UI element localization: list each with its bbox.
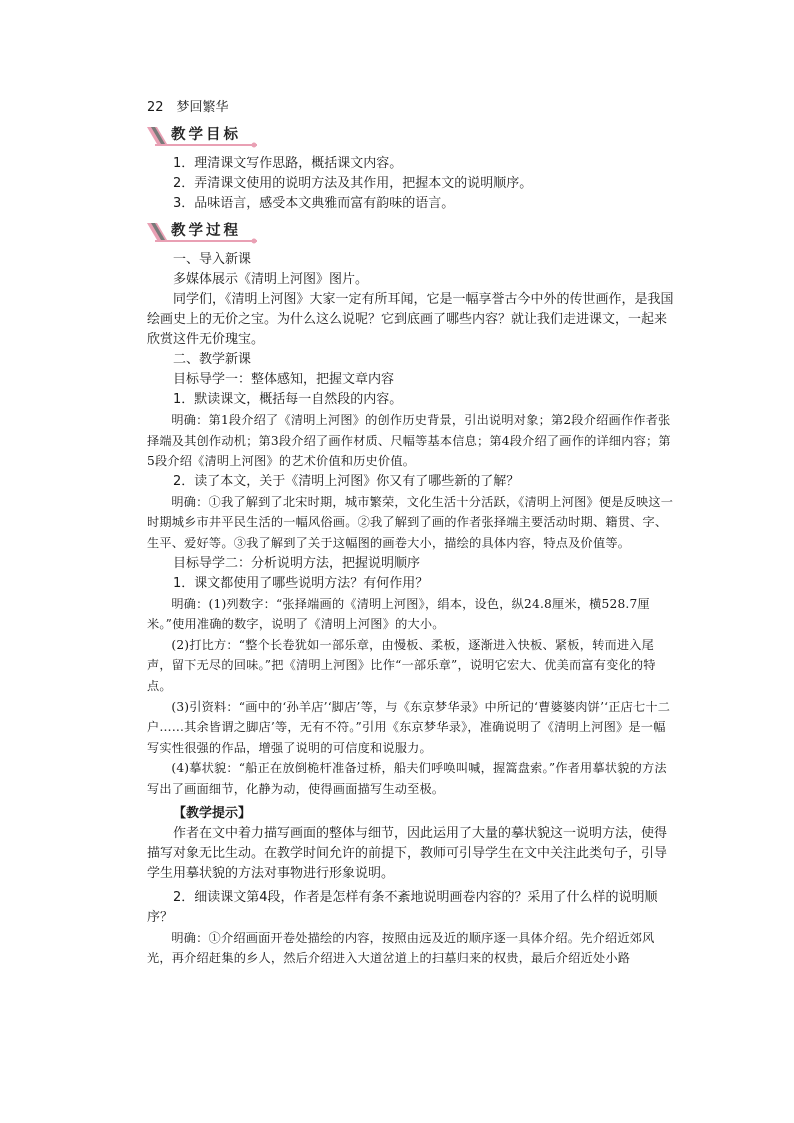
answer: (4)摹状貌：“船正在放倒桅杆准备过桥，船夫们呼唤叫喊，握篙盘索。”作者用摹状貌的方法写出了画面细节，化静为动，使得画面描写生动至极。 — [147, 761, 667, 796]
guide-title: 目标导学二：分析说明方法，把握说明顺序 — [173, 555, 421, 571]
answer: (2)打比方：“整个长卷犹如一部乐章，由慢板、柔板，逐渐进入快板、紧板，转而进入尾声，留下无尽的回味。”把《清明上河图》比作“一部乐章”，说明它宏大、优美而富有变化的特点。 — [147, 637, 656, 693]
section-heading-process: 教学过程 — [171, 222, 241, 239]
answer: 明确：①我了解到了北宋时期，城市繁荣，文化生活十分活跃，《清明上河图》便是反映这一时期城乡市井平民生活的一幅风俗画。②我了解到了画的作者张择端主要活动时期、籍贯、字、生平、爱好等。③我了解到了关于这幅图的画卷大小，描绘的具体内容，特点及价值等。 — [147, 494, 674, 550]
question: 2．读了本文，关于《清明上河图》你又有了哪些新的了解？ — [173, 473, 520, 489]
answer: 明确：(1)列数字：“张择端画的《清明上河图》，绢本，设色，纵24.8厘米，横528.7厘米。”使用准确的数字，说明了《清明上河图》的大小。 — [147, 596, 650, 632]
tip-title: 【教学提示】 — [173, 805, 252, 821]
part-title: 二、教学新课 — [173, 352, 252, 367]
question: 1．默读课文，概括每一自然段的内容。 — [173, 392, 403, 407]
goal-item: 3．品味语言，感受本文典雅而富有韵味的语言。 — [173, 196, 455, 211]
goal-item: 1．理清课文写作思路，概括课文内容。 — [173, 156, 403, 171]
question: 1．课文都使用了哪些说明方法？有何作用？ — [173, 575, 429, 591]
part-title: 一、导入新课 — [173, 252, 252, 267]
answer: 明确：①介绍画面开卷处描绘的内容，按照由远及近的顺序逐一具体介绍。先介绍近郊风光，再介绍赶集的乡人，然后介绍进入大道岔道上的扫墓归来的权贵，最后介绍近处小路 — [147, 930, 655, 966]
section-banner-process — [147, 220, 259, 244]
document-page — [147, 98, 675, 969]
lesson-title: 22 梦回繁华 — [147, 100, 229, 115]
answer: (3)引资料：“画中的‘孙羊店’‘脚店’等，与《东京梦华录》中所记的‘曹婆婆肉饼’‘正店七十二户……其余皆谓之脚店’等，无有不符。”引用《东京梦华录》，准确说明了《清明上河图》是一幅写实性很强的作品，增强了说明的可信度和说服力。 — [147, 699, 671, 755]
section-banner-goals — [147, 124, 259, 148]
question: 2．细读课文第4段，作者是怎样有条不紊地说明画卷内容的？采用了什么样的说明顺序？ — [147, 889, 658, 925]
section-heading-goals: 教学目标 — [171, 126, 241, 143]
goal-item: 2．弄清课文使用的说明方法及其作用，把握本文的说明顺序。 — [173, 176, 533, 191]
guide-title: 目标导学一：整体感知，把握文章内容 — [173, 372, 395, 387]
answer: 明确：第1段介绍了《清明上河图》的创作历史背景，引出说明对象；第2段介绍画作作者张择端及其创作动机；第3段介绍了画作材质、尺幅等基本信息；第4段介绍了画作的详细内容；第5段介绍《清明上河图》的艺术价值和历史价值。 — [147, 413, 671, 469]
paragraph: 多媒体展示《清明上河图》图片。 — [173, 272, 369, 287]
paragraph: 同学们，《清明上河图》大家一定有所耳闻，它是一幅享誉古今中外的传世画作，是我国绘画史上的无价之宝。为什么这么说呢？它到底画了哪些内容？就让我们走进课文，一起来欣赏这件无价瑰宝。 — [147, 292, 674, 347]
tip-text: 作者在文中着力描写画面的整体与细节，因此运用了大量的摹状貌这一说明方法，使得描写对象无比生动。在教学时间允许的前提下，教师可引导学生在文中关注此类句子，引导学生用摹状貌的方法对事物进行形象说明。 — [147, 825, 668, 881]
